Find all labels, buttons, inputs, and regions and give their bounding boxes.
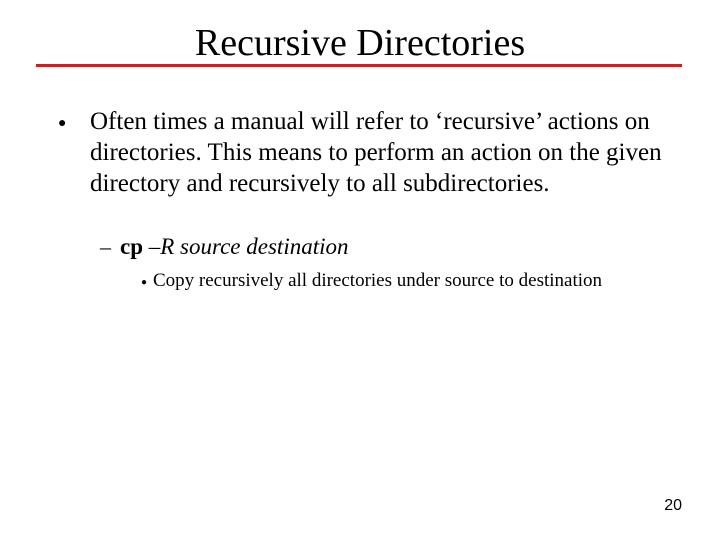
- page-number: 20: [664, 497, 682, 514]
- bullet-marker: ●: [58, 116, 67, 131]
- slide-title: Recursive Directories: [194, 22, 526, 64]
- command-name: cp: [120, 234, 143, 259]
- bullet-marker: ●: [141, 277, 148, 288]
- bullet-marker: –: [100, 234, 111, 259]
- command-arguments: –R source destination: [148, 234, 349, 259]
- bullet-text: Often times a manual will refer to ‘recursive’ actions on directories. This means to perform an action on the given directory and recursively to all subdirectories.: [90, 108, 662, 197]
- bullet-text: Copy recursively all directories under source to destination: [153, 270, 603, 291]
- command-example: [120, 232, 348, 262]
- title-underline: [36, 64, 682, 67]
